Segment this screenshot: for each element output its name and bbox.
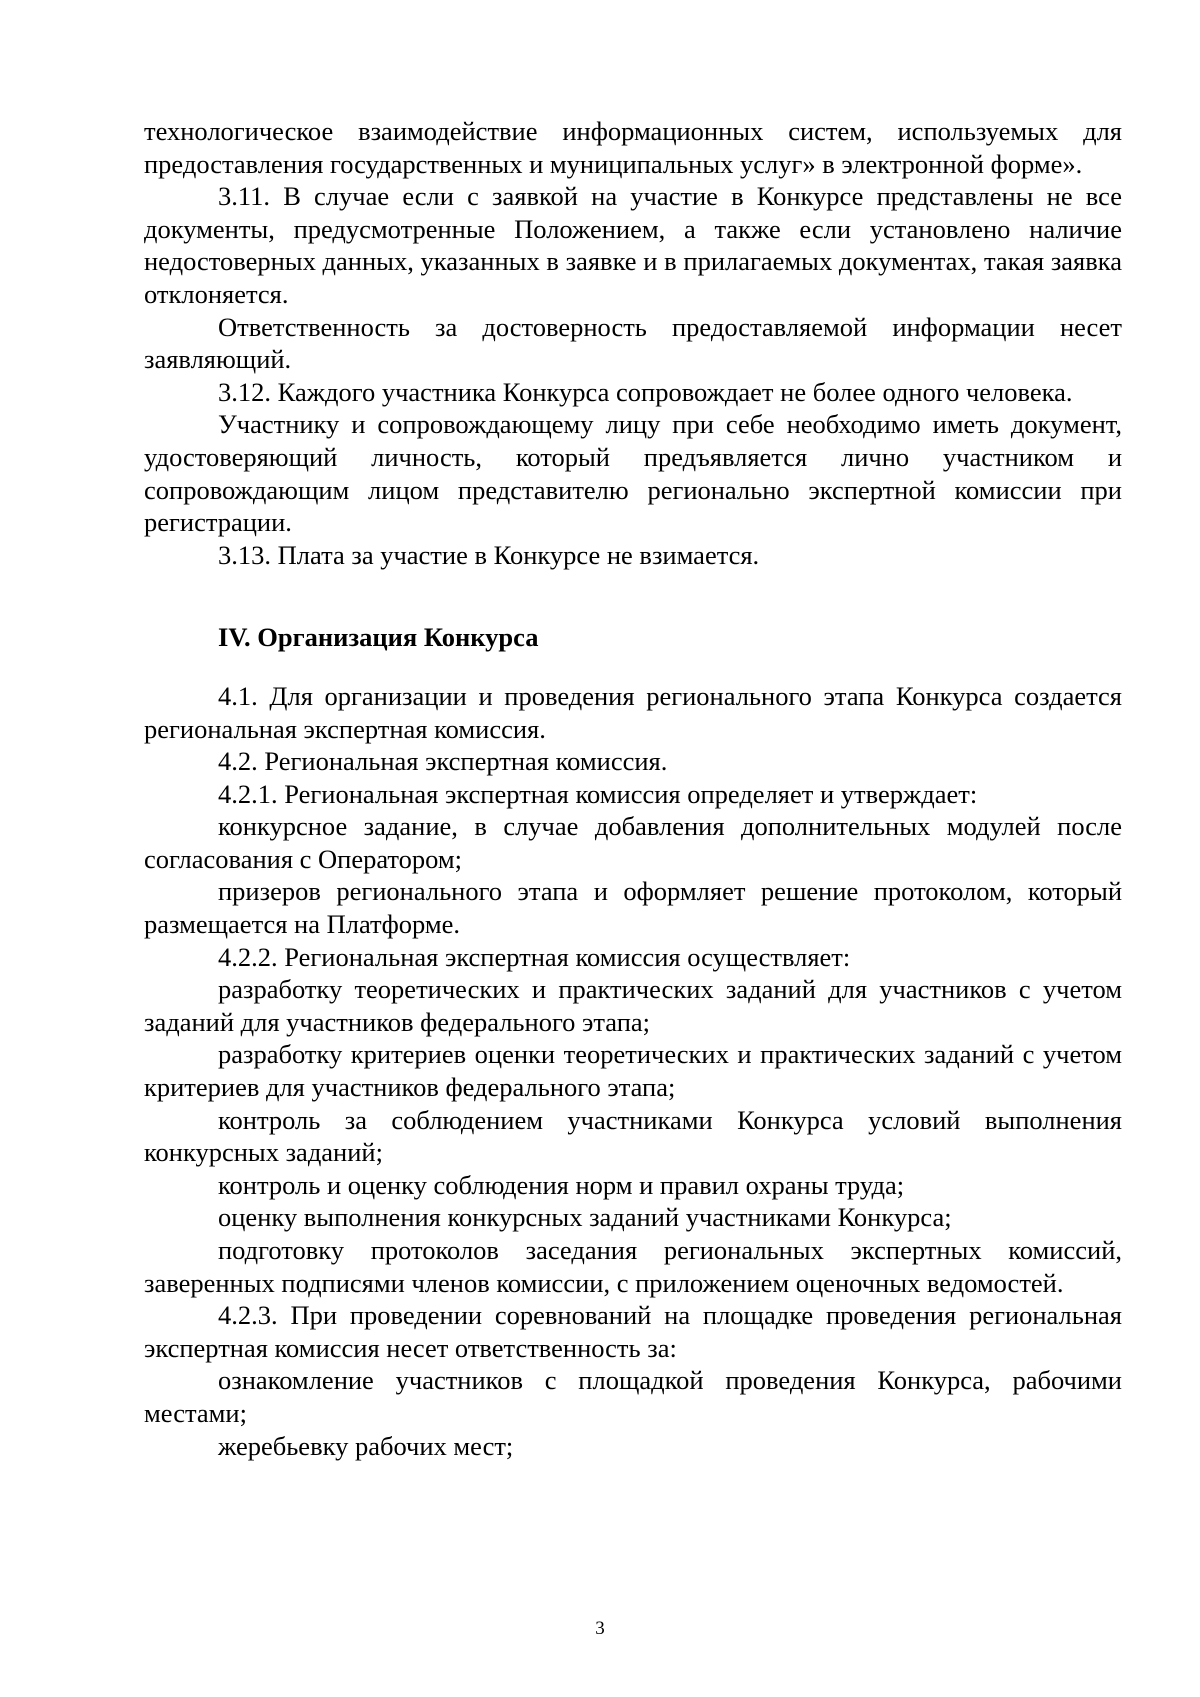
page-number: 3 <box>595 1618 605 1639</box>
paragraph-4-1: 4.1. Для организации и проведения регионального этапа Конкурса создается региональная экспертная комиссия. <box>144 680 1122 744</box>
list-item: разработку критериев оценки теоретических и практических заданий с учетом критериев для участников федерального этапа; <box>144 1039 1122 1103</box>
list-item: призеров регионального этапа и оформляет решение протоколом, который размещается на Платформе. <box>144 876 1122 940</box>
paragraph-responsibility: Ответственность за достоверность предоставляемой информации несет заявляющий. <box>144 311 1122 375</box>
paragraph-4-2-2: 4.2.2. Региональная экспертная комиссия осуществляет: <box>218 941 851 972</box>
paragraph-identity-document: Участнику и сопровождающему лицу при себе необходимо иметь документ, удостоверяющий личность, который предъявляется лично участником и сопровождающим лицом представителю регионально экспертной комиссии при регистрации. <box>144 409 1122 538</box>
document-body <box>144 115 1122 1462</box>
list-item: разработку теоретических и практических заданий для участников с учетом заданий для участников федерального этапа; <box>144 974 1122 1037</box>
list-item: жеребьевку рабочих мест; <box>218 1430 514 1461</box>
section-heading: IV. Организация Конкурса <box>218 622 539 653</box>
list-item: контроль и оценку соблюдения норм и правил охраны труда; <box>218 1169 905 1200</box>
paragraph-4-2-3: 4.2.3. При проведении соревнований на площадке проведения региональная экспертная комиссия несет ответственность за: <box>144 1300 1122 1363</box>
list-item: ознакомление участников с площадкой проведения Конкурса, рабочими местами; <box>144 1365 1122 1428</box>
paragraph-3-13: 3.13. Плата за участие в Конкурсе не взимается. <box>218 539 760 570</box>
list-item: контроль за соблюдением участниками Конкурса условий выполнения конкурсных заданий; <box>144 1104 1122 1168</box>
paragraph-3-12: 3.12. Каждого участника Конкурса сопровождает не более одного человека. <box>218 376 1073 407</box>
list-item: подготовку протоколов заседания региональных экспертных комиссий, заверенных подписями членов комиссии, с приложением оценочных ведомостей. <box>144 1235 1122 1298</box>
paragraph-4-2: 4.2. Региональная экспертная комиссия. <box>218 746 668 777</box>
list-item: конкурсное задание, в случае добавления дополнительных модулей после согласования с Оператором; <box>144 811 1122 874</box>
paragraph-3-11: 3.11. В случае если с заявкой на участие в Конкурсе представлены не все документы, предусмотренные Положением, а также если установлено наличие недостоверных данных, указанных в заявке и в прилагаемых документах, такая заявка отклоняется. <box>144 181 1122 309</box>
paragraph-4-2-1: 4.2.1. Региональная экспертная комиссия определяет и утверждает: <box>218 778 978 809</box>
paragraph-continuation: технологическое взаимодействие информационных систем, используемых для предоставления государственных и муниципальных услуг» в электронной форме». <box>144 116 1122 179</box>
list-item: оценку выполнения конкурсных заданий участниками Конкурса; <box>218 1202 952 1233</box>
